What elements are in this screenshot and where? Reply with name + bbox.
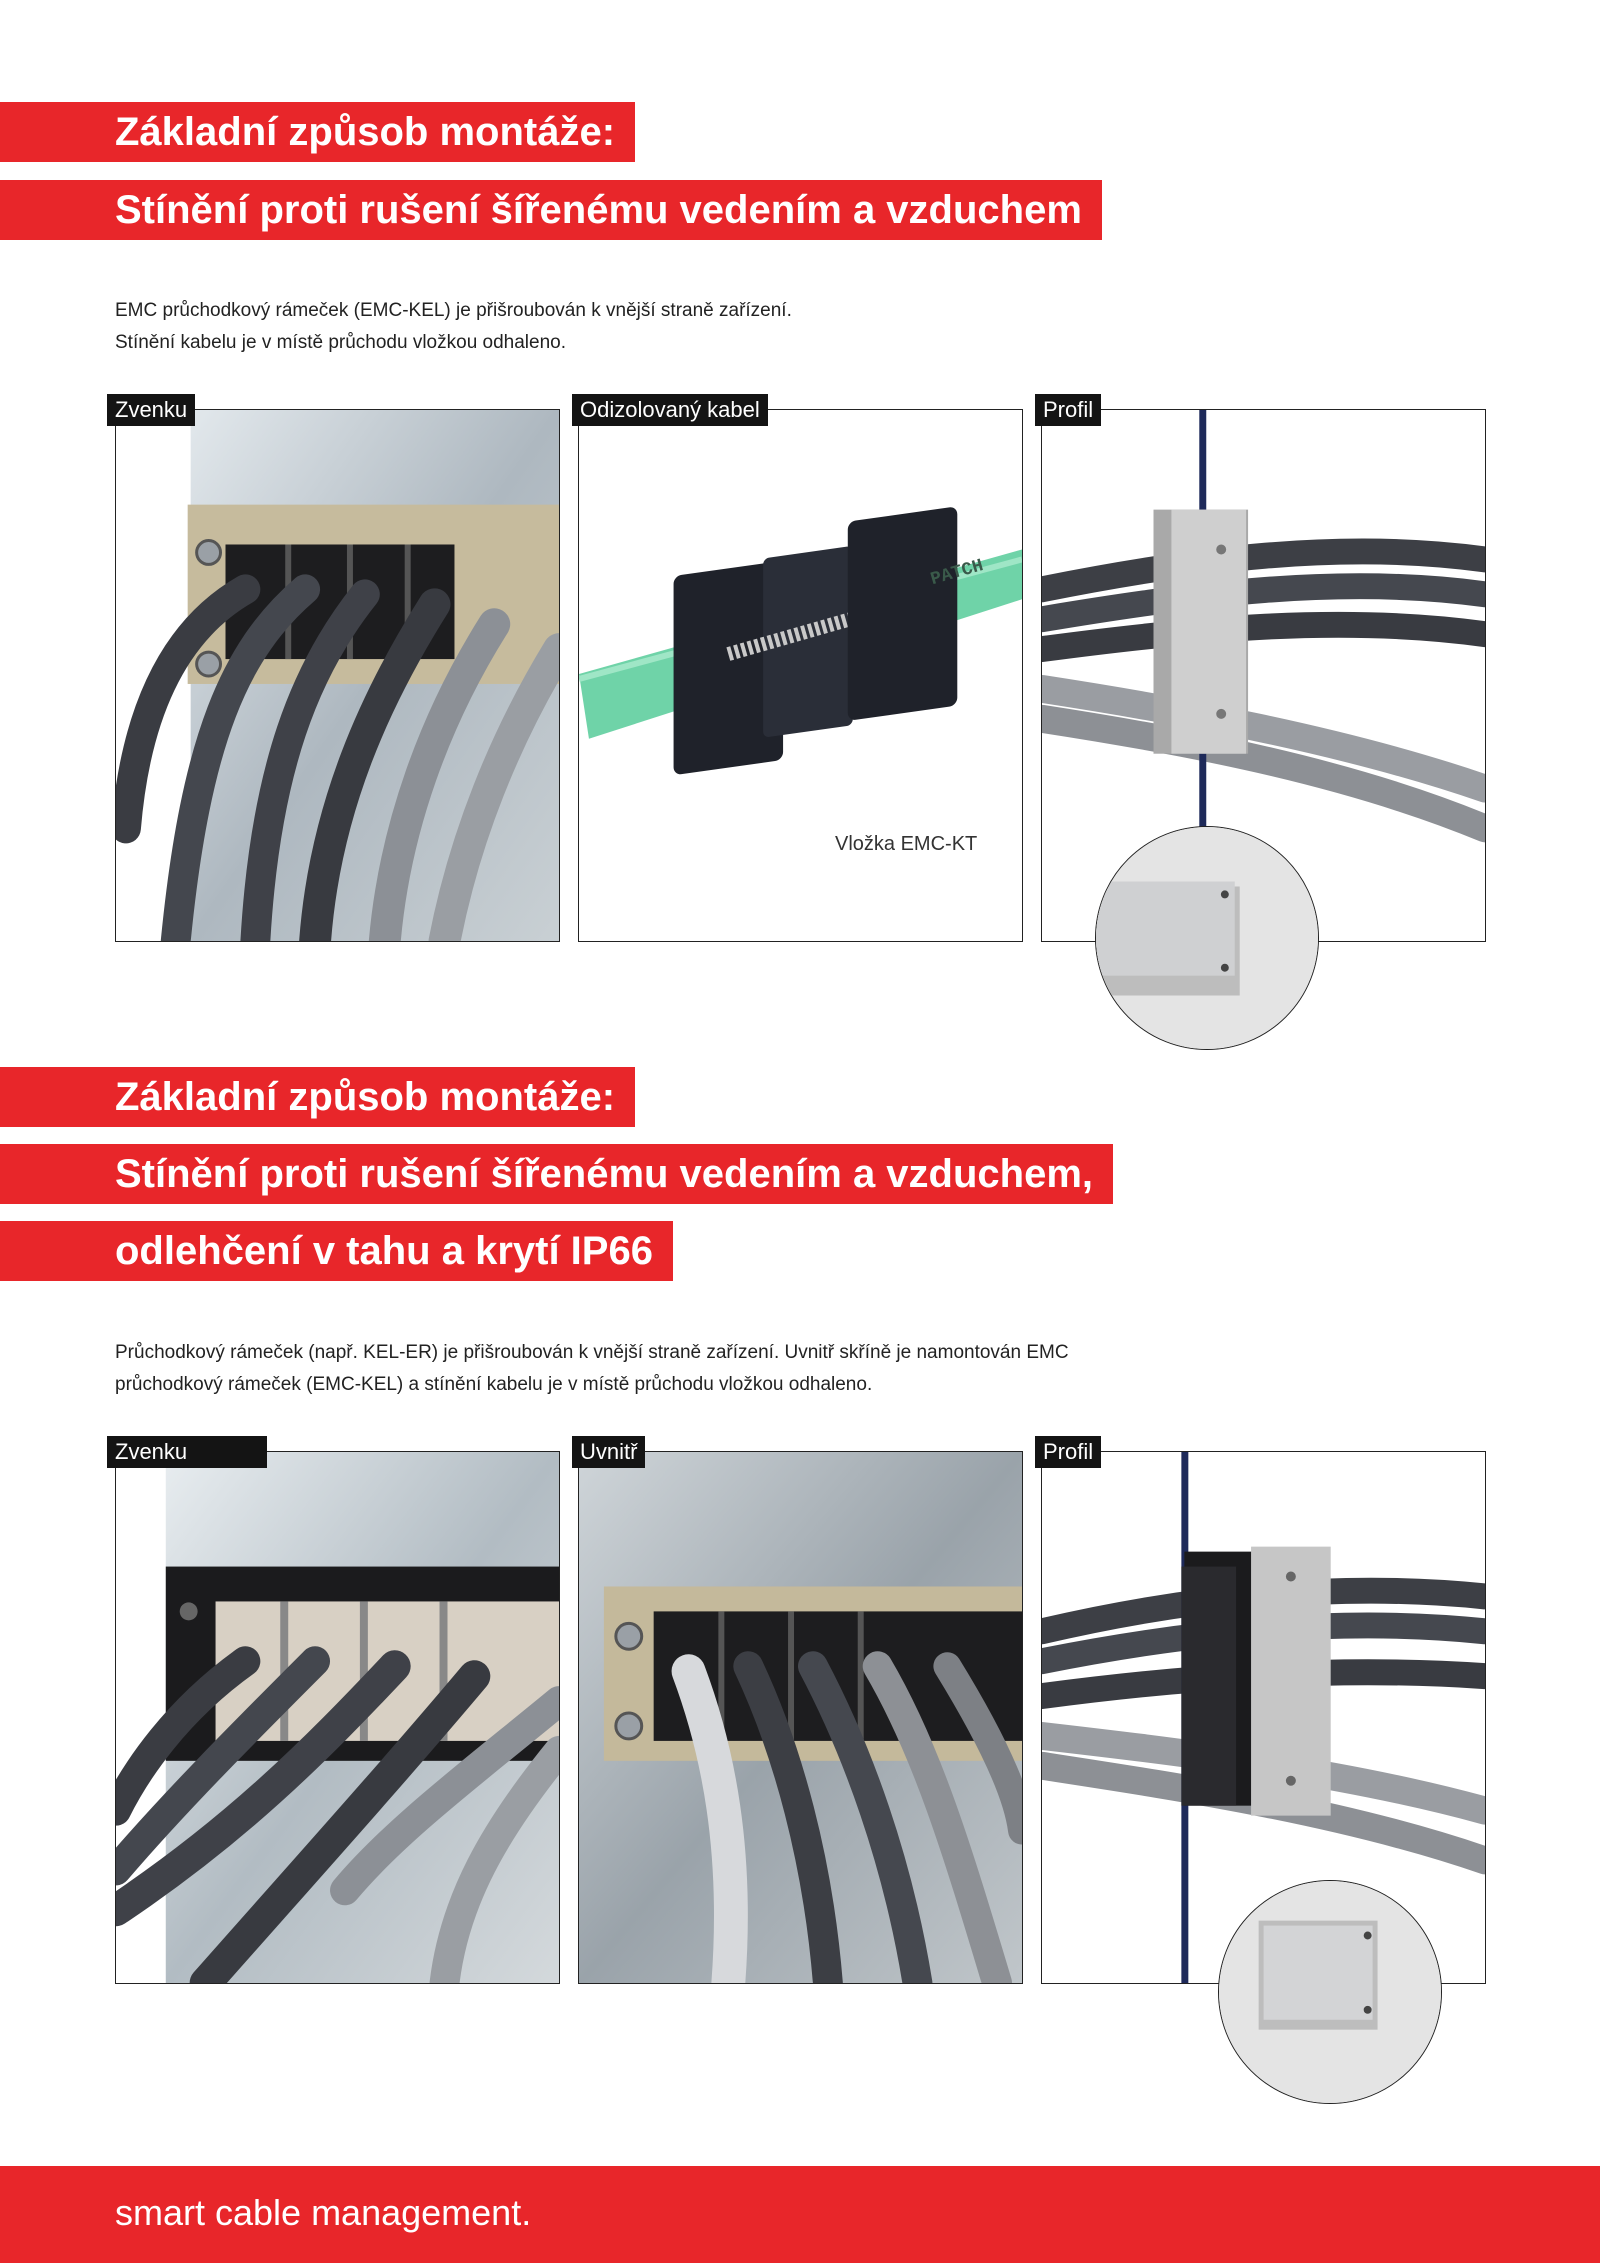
section1-panel3-label: Profil <box>1035 394 1101 426</box>
section1-panel2-cable-print: PATCH <box>928 556 986 591</box>
section2-heading-line-3: odlehčení v tahu a krytí IP66 <box>0 1221 673 1281</box>
section1-panel1-label: Zvenku <box>107 394 195 426</box>
footer-bar <box>0 2166 1600 2263</box>
section1-panel2-photo <box>578 409 1023 942</box>
section1-panel3-zoom-detail <box>1095 826 1319 1050</box>
footer-slogan: smart cable management. <box>115 2192 532 2233</box>
section2-intro <box>115 1337 1069 1401</box>
section2-intro-line-2: průchodkový rámeček (EMC-KEL) a stínění kabelu je v místě průchodu vložkou odhaleno. <box>115 1374 873 1395</box>
section2-heading-line-2: Stínění proti rušení šířenému vedením a vzduchem, <box>0 1144 1113 1204</box>
section2-panel2-photo <box>578 1451 1023 1984</box>
section2-heading-line-1: Základní způsob montáže: <box>0 1067 635 1127</box>
section1-heading-line-2: Stínění proti rušení šířenému vedením a vzduchem <box>0 180 1102 240</box>
section2-panel1-label: Zvenku <box>107 1436 267 1468</box>
section1-intro-line-1: EMC průchodkový rámeček (EMC-KEL) je přišroubován k vnější straně zařízení. <box>115 300 792 321</box>
section2-panel3-zoom-detail <box>1218 1880 1442 2104</box>
section1-panel2-label: Odizolovaný kabel <box>572 394 768 426</box>
section2-panel3-label: Profil <box>1035 1436 1101 1468</box>
section1-intro-line-2: Stínění kabelu je v místě průchodu vložkou odhaleno. <box>115 332 567 353</box>
section2-panel1-photo <box>115 1451 560 1984</box>
section2-panel2-label: Uvnitř <box>572 1436 645 1468</box>
section1-heading-line-1: Základní způsob montáže: <box>0 102 635 162</box>
section1-panel2-caption: Vložka EMC-KT <box>835 833 978 855</box>
section2-intro-line-1: Průchodkový rámeček (např. KEL-ER) je přišroubován k vnější straně zařízení. Uvnitř skříně je namontován EMC <box>115 1342 1069 1363</box>
section1-panel1-photo <box>115 409 560 942</box>
section1-intro <box>115 295 792 359</box>
